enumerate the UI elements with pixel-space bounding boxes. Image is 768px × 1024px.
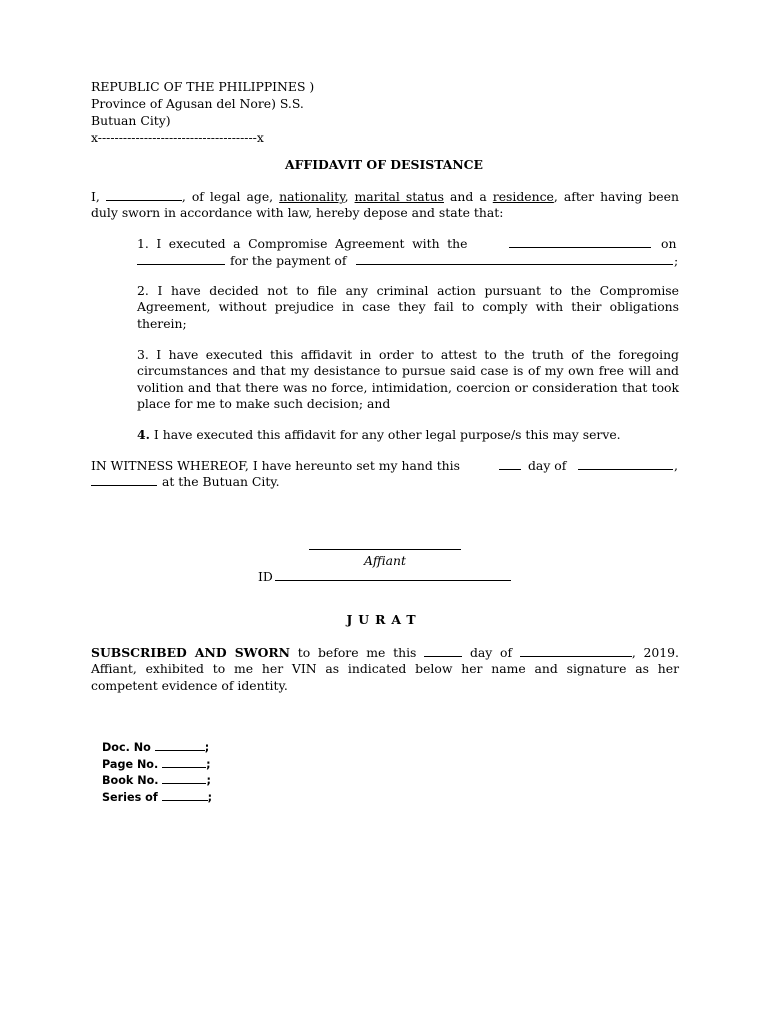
series-semicolon: ; <box>207 790 213 804</box>
header-city: Butuan City) <box>91 113 171 128</box>
witness-place: at the Butuan City. <box>162 474 280 489</box>
notarial-register <box>102 740 212 806</box>
jurat-text: to before me this <box>297 645 417 660</box>
doc-no-label: Doc. No <box>102 741 151 754</box>
date-blank[interactable] <box>137 253 225 265</box>
jurat-heading: JURAT <box>346 612 422 627</box>
affiant-label: Affiant <box>363 553 407 568</box>
residence-field: residence <box>492 189 554 204</box>
book-no-blank[interactable] <box>162 773 206 784</box>
witness-comma: , <box>674 458 678 473</box>
header-separator: x--------------------------------------x <box>91 130 264 145</box>
item-1-on: on <box>661 236 677 251</box>
item-1-semicolon: ; <box>674 253 679 268</box>
book-semicolon: ; <box>206 774 211 788</box>
document-title: AFFIDAVIT OF DESISTANCE <box>285 157 483 172</box>
witness-day-of: day of <box>528 458 567 473</box>
year-blank[interactable] <box>91 474 157 486</box>
intro-text: , of legal age, <box>181 189 274 204</box>
month-blank[interactable] <box>578 458 673 470</box>
intro-text: , after having been duly sworn in accordance with law, hereby depose and state that: <box>91 189 679 221</box>
affiant-signature-line[interactable] <box>309 549 461 550</box>
item-1-text: 1. I executed a Compromise Agreement with the <box>137 236 468 251</box>
page-semicolon: ; <box>206 757 211 771</box>
day-blank[interactable] <box>499 458 521 470</box>
jurat-text: day of <box>469 645 513 660</box>
jurat-bold-text: SUBSCRIBED AND SWORN <box>91 645 291 660</box>
jurat-text: , 2019. Affiant, exhibited to me her VIN as indicated below her name and signature as her competent evidence of identity. <box>91 645 679 693</box>
header-province: Province of Agusan del Nore) S.S. <box>91 96 304 111</box>
id-label: ID <box>258 569 273 584</box>
page-no-line <box>102 757 212 774</box>
item-3: 3. I have executed this affidavit in order to attest to the truth of the foregoing circumstances and that my desistance to pursue said case is of my own free will and volition and that there was no force, intimidation, coercion or consideration that took place for me to make such decision; and <box>137 347 679 412</box>
header-republic: REPUBLIC OF THE PHILIPPINES ) <box>91 79 315 94</box>
witness-line-1: IN WITNESS WHEREOF, I have hereunto set my hand this <box>91 458 460 473</box>
intro-text: , <box>344 189 349 204</box>
id-blank[interactable] <box>275 569 511 581</box>
book-no-label: Book No. <box>102 774 159 788</box>
compromise-party-blank[interactable] <box>509 236 651 248</box>
venue-header <box>91 78 314 146</box>
series-label: Series of <box>102 790 158 804</box>
item-1-payment: for the payment of <box>230 253 347 268</box>
page-no-label: Page No. <box>102 757 159 771</box>
item-1-line-1 <box>137 236 467 251</box>
series-blank[interactable] <box>162 790 208 801</box>
doc-semicolon: ; <box>204 741 210 754</box>
doc-no-line <box>102 740 212 757</box>
jurat-paragraph <box>91 645 679 694</box>
name-blank[interactable] <box>106 189 182 201</box>
jurat-month-blank[interactable] <box>520 645 632 657</box>
doc-no-blank[interactable] <box>155 740 205 751</box>
item-4-number: 4. <box>137 427 150 442</box>
intro-text: I, <box>91 189 100 204</box>
marital-status-field: marital status <box>354 189 444 204</box>
jurat-day-blank[interactable] <box>424 645 462 657</box>
item-4 <box>137 427 621 442</box>
item-2: 2. I have decided not to file any criminal action pursuant to the Compromise Agreement, without prejudice in case they fail to comply with their obligations therein; <box>137 283 679 331</box>
book-no-line <box>102 773 212 790</box>
payment-blank[interactable] <box>356 253 673 265</box>
page-no-blank[interactable] <box>162 757 206 768</box>
intro-paragraph <box>91 189 679 222</box>
series-line <box>102 790 212 807</box>
intro-text: and a <box>450 189 487 204</box>
nationality-field: nationality <box>279 189 345 204</box>
item-4-text: I have executed this affidavit for any other legal purpose/s this may serve. <box>153 427 621 442</box>
